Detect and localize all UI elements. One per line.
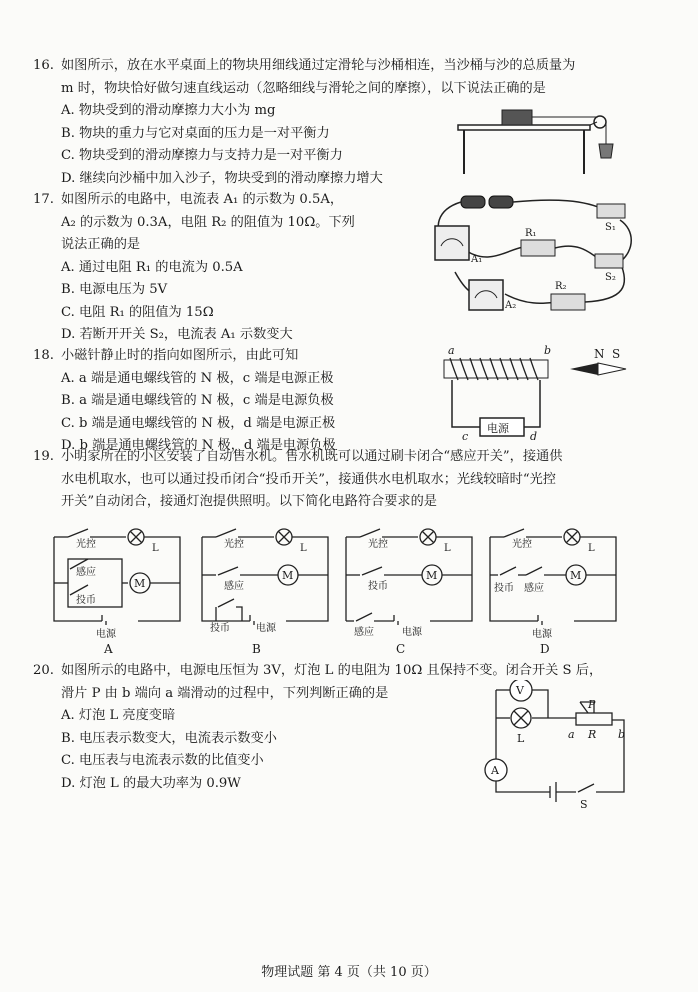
option-letter: C [396, 642, 406, 655]
option-b: B. 电源电压为 5V [61, 282, 168, 297]
label-source: 电源 [487, 422, 509, 435]
label-c: c [462, 430, 469, 442]
question-number: 19. [33, 449, 54, 464]
needle-north [570, 363, 598, 375]
label-source: 电源 [96, 629, 116, 640]
question-text: 滑片 P 由 b 端向 a 端滑动的过程中，下列判断正确的是 [61, 685, 389, 701]
question-text: 如图所示，放在水平桌面上的物块用细线通过定滑轮与沙桶相连，当沙桶与沙的总质量为 [61, 58, 576, 73]
question-text: 开关”自动闭合，接通灯泡提供照明。以下简化电路符合要求的是 [61, 494, 437, 509]
option-a: A. 通过电阻 R₁ 的电流为 0.5A [61, 259, 243, 275]
label-source: 电源 [532, 629, 552, 640]
label-a: a [448, 344, 455, 357]
question-text: 小磁针静止时的指向如图所示，由此可知 [61, 348, 299, 363]
option-d: D. 若断开开关 S₂，电流表 A₁ 示数变大 [61, 327, 293, 342]
label-sense-switch: 感应 [224, 581, 244, 592]
label-motor: M [570, 569, 582, 582]
option-letter: D [540, 642, 550, 655]
question-text: A₂ 的示数为 0.3A，电阻 R₂ 的阻值为 10Ω。下列 [61, 214, 355, 230]
question-number: 20. [33, 663, 54, 678]
circuit-option-c [340, 527, 478, 655]
question-18 [33, 345, 336, 458]
circuit-option-b [196, 527, 334, 655]
question-text: 水电机取水，也可以通过投币闭合“投币开关”，接通供水电机取水；光线较暗时“光控 [61, 471, 556, 487]
label-end-b: b [618, 728, 626, 741]
label-light-switch: 光控 [512, 539, 532, 550]
label-s1: S₁ [605, 222, 616, 233]
option-b: B. 物块的重力与它对桌面的压力是一对平衡力 [61, 125, 330, 141]
option-c: C. 物块受到的滑动摩擦力与支持力是一对平衡力 [61, 148, 343, 163]
circuit-figure-20 [476, 680, 636, 810]
question-17 [33, 189, 355, 347]
needle-south [598, 363, 626, 375]
label-r2: R₂ [555, 281, 567, 292]
question-text: 如图所示的电路中，电流表 A₁ 的示数为 0.5A， [61, 192, 344, 207]
page-footer: 物理试题 第 4 页（共 10 页） [261, 965, 437, 980]
circuit-figure-17 [425, 190, 645, 338]
label-b: b [544, 344, 552, 357]
option-letter: B [252, 642, 261, 655]
label-light-switch: 光控 [224, 539, 244, 550]
label-coin-switch: 投币 [368, 581, 388, 592]
label-p: P [588, 698, 596, 711]
option-letter: A [104, 642, 113, 655]
label-r: R [588, 728, 597, 741]
option-d: D. b 端是通电螺线管的 N 极，d 端是电源负极 [61, 438, 336, 453]
circuit-option-d [484, 527, 622, 655]
option-d: D. 灯泡 L 的最大功率为 0.9W [61, 775, 241, 791]
label-motor: M [426, 569, 438, 582]
label-ammeter: A [491, 764, 499, 777]
circuit-option-a [48, 527, 186, 655]
question-text: 如图所示的电路中，电源电压恒为 3V，灯泡 L 的电阻为 10Ω 且保持不变。闭合开关 S 后， [61, 663, 603, 678]
option-a: A. a 端是通电螺线管的 N 极，c 端是电源正极 [61, 370, 334, 386]
label-coin-switch: 投币 [210, 623, 230, 634]
question-text: 说法正确的是 [61, 237, 141, 252]
option-c: C. 电压表与电流表示数的比值变小 [61, 753, 264, 768]
solenoid-figure [440, 342, 660, 442]
label-source: 电源 [402, 627, 422, 638]
label-s: S [612, 347, 621, 361]
question-number: 16. [33, 58, 54, 73]
label-voltmeter: V [516, 684, 524, 697]
question-19 [33, 446, 562, 514]
option-b: B. 电压表示数变大，电流表示数变小 [61, 730, 277, 746]
label-lamp: L [152, 543, 159, 554]
label-light-switch: 光控 [368, 539, 388, 550]
label-a2: A₂ [505, 300, 517, 311]
label-lamp: L [517, 732, 525, 745]
label-lamp: L [588, 543, 595, 554]
label-light-switch: 光控 [76, 539, 96, 550]
question-text: m 时，物块恰好做匀速直线运动（忽略细线与滑轮之间的摩擦），以下说法正确的是 [61, 80, 546, 96]
label-sense-switch: 感应 [524, 583, 544, 594]
question-text: 小明家所在的小区安装了自动售水机。售水机既可以通过刷卡闭合“感应开关”，接通供 [61, 449, 563, 464]
label-sense-switch: 感应 [76, 567, 96, 578]
label-a1: A₁ [471, 254, 483, 265]
pulley-figure [440, 100, 620, 180]
label-source: 电源 [256, 623, 276, 634]
option-d: D. 继续向沙桶中加入沙子，物块受到的滑动摩擦力增大 [61, 170, 383, 186]
label-coin-switch: 投币 [76, 595, 96, 606]
label-n: N [594, 347, 605, 361]
label-end-a: a [568, 728, 575, 741]
option-c: C. b 端是通电螺线管的 N 极，d 端是电源正极 [61, 415, 336, 431]
option-b: B. a 端是通电螺线管的 N 极，c 端是电源负极 [61, 393, 334, 408]
label-r1: R₁ [525, 228, 537, 239]
label-switch: S [580, 798, 588, 810]
option-a: A. 物块受到的滑动摩擦力大小为 mg [61, 103, 276, 118]
label-coin-switch: 投币 [494, 583, 514, 594]
option-c: C. 电阻 R₁ 的阻值为 15Ω [61, 304, 214, 320]
label-s2: S₂ [605, 272, 616, 283]
option-a: A. 灯泡 L 亮度变暗 [61, 708, 176, 723]
label-sense-switch: 感应 [354, 627, 374, 638]
label-lamp: L [444, 543, 451, 554]
label-d: d [530, 430, 538, 442]
label-motor: M [134, 577, 146, 590]
label-motor: M [282, 569, 294, 582]
question-number: 18. [33, 348, 54, 363]
question-number: 17. [33, 192, 54, 207]
label-lamp: L [300, 543, 307, 554]
